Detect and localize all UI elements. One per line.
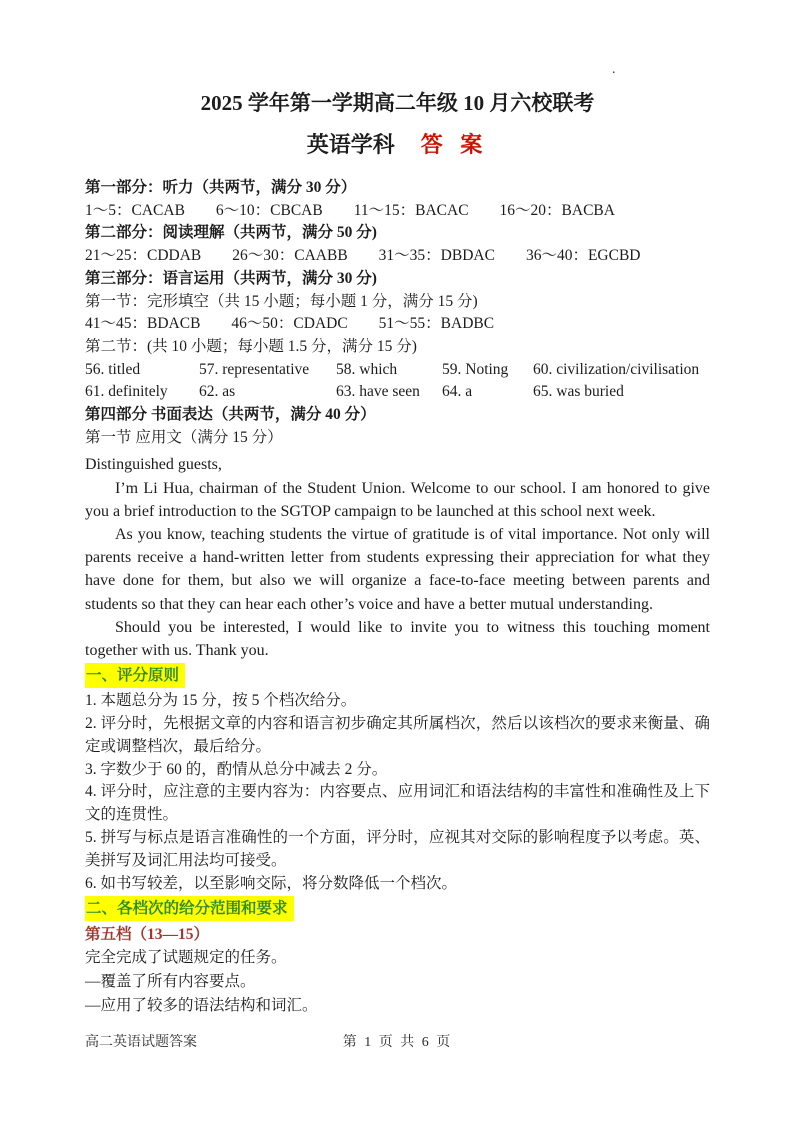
answer-group: 16～20：BACBA (499, 201, 615, 219)
subject-name: 英语学科 (306, 132, 395, 157)
answer-item: 65. was buried (533, 383, 624, 401)
page-title: 2025 学年第一学期高二年级 10 月六校联考 (200, 91, 595, 115)
scoring-bands-heading-wrap (85, 896, 710, 921)
page-subtitle (85, 130, 710, 160)
scoring-rule: 6. 如书写较差，以至影响交际，将分数降低一个档次。 (85, 874, 458, 892)
essay-paragraph: As you know, teaching students the virtue of gratitude is of vital importance. Not only will parents receive a hand-written letter from students expressing their appreciation for what they have done for them, but also we will organize a face-to-face meeting between parents and students so that they can hear each other’s voice and have a better mutual understanding. (85, 526, 710, 613)
answer-group: 51～55：BADBC (378, 315, 495, 333)
scoring-rule: 4. 评分时，应注意的主要内容为：内容要点、应用词汇和语法结构的丰富性和准确性及上下文的连贯性。 (85, 783, 710, 824)
scoring-rule: 1. 本题总分为 15 分，按 5 个档次给分。 (85, 692, 357, 710)
band5-criterion: —应用了较多的语法结构和词汇。 (85, 997, 318, 1015)
answer-item: 59. Noting (442, 360, 509, 378)
scoring-rule: 3. 字数少于 60 的，酌情从总分中减去 2 分。 (85, 760, 388, 778)
essay-paragraph: I’m Li Hua, chairman of the Student Union. Welcome to our school. I am honored to give you a brief introduction to the SGTOP campaign to be launched at this school next week. (85, 479, 710, 520)
answer-item: 63. have seen (336, 383, 420, 401)
scoring-principles-heading: 一、评分原则 (85, 663, 185, 688)
part2-heading: 第二部分：阅读理解（共两节，满分 50 分) (85, 224, 377, 242)
answer-item: 56. titled (85, 360, 141, 378)
part3-section2-heading: 第二节：(共 10 小题；每小题 1.5 分，满分 15 分) (85, 337, 417, 355)
page-footer (85, 1031, 710, 1051)
part4-section1-heading: 第一节 应用文（满分 15 分） (85, 428, 283, 446)
answer-word: 答 案 (420, 132, 489, 157)
part4-heading: 第四部分 书面表达（共两节，满分 40 分） (85, 406, 376, 424)
scoring-principles-heading-wrap (85, 663, 710, 688)
answer-item: 64. a (442, 383, 473, 401)
answer-group: 26～30：CAABB (232, 247, 348, 265)
stray-dot-mark: . (612, 62, 616, 77)
footer-page-number: 第 1 页 共 6 页 (342, 1035, 453, 1050)
scoring-bands-heading: 二、各档次的给分范围和要求 (85, 896, 294, 921)
answer-group: 46～50：CDADC (231, 315, 348, 333)
essay-salutation: Distinguished guests, (85, 456, 222, 474)
answer-group: 31～35：DBDAC (378, 247, 495, 265)
answer-item: 57. representative (199, 360, 310, 378)
band5-heading: 第五档（13—15） (85, 926, 210, 944)
answer-group: 21～25：CDDAB (85, 247, 202, 265)
band5-criterion: 完全完成了试题规定的任务。 (85, 949, 287, 967)
part3-heading: 第三部分：语言运用（共两节，满分 30 分) (85, 269, 377, 287)
part3-section1-answers-row (85, 313, 710, 336)
part1-heading: 第一部分：听力（共两节，满分 30 分） (85, 179, 357, 196)
band5-section (85, 923, 710, 1018)
answer-group: 11～15：BACAC (353, 201, 469, 219)
grammar-answers-row-1 (85, 359, 710, 382)
scoring-rule: 2. 评分时，先根据文章的内容和语言初步确定其所属档次，然后以该档次的要求来衡量、确定或调整档次，最后给分。 (85, 715, 710, 755)
answer-group: 41～45：BDACB (85, 315, 201, 333)
part3-section1-heading: 第一节：完形填空（共 15 小题；每小题 1 分，满分 15 分) (85, 292, 478, 310)
footer-document-title: 高二英语试题答案 (85, 1035, 197, 1050)
answer-item: 58. which (336, 360, 398, 378)
grammar-answers-row-2 (85, 381, 710, 404)
part1-answers-row (85, 200, 710, 223)
scoring-rule: 5. 拼写与标点是语言准确性的一个方面，评分时，应视其对交际的影响程度予以考虑。英、美拼写及词汇用法均可接受。 (85, 829, 710, 869)
essay-paragraph: Should you be interested, I would like to invite you to witness this touching moment together with us. Thank you. (85, 618, 710, 660)
band5-criterion: —覆盖了所有内容要点。 (85, 973, 256, 991)
part2-answers-row (85, 245, 710, 268)
answer-group: 1～5：CACAB (85, 201, 185, 219)
sample-essay (85, 453, 710, 662)
answer-item: 62. as (199, 383, 236, 401)
answer-group: 6～10：CBCAB (215, 201, 323, 219)
answer-group: 36～40：EGCBD (525, 247, 641, 265)
answer-item: 60. civilization/civilisation (533, 360, 700, 378)
answer-item: 61. definitely (85, 383, 168, 401)
